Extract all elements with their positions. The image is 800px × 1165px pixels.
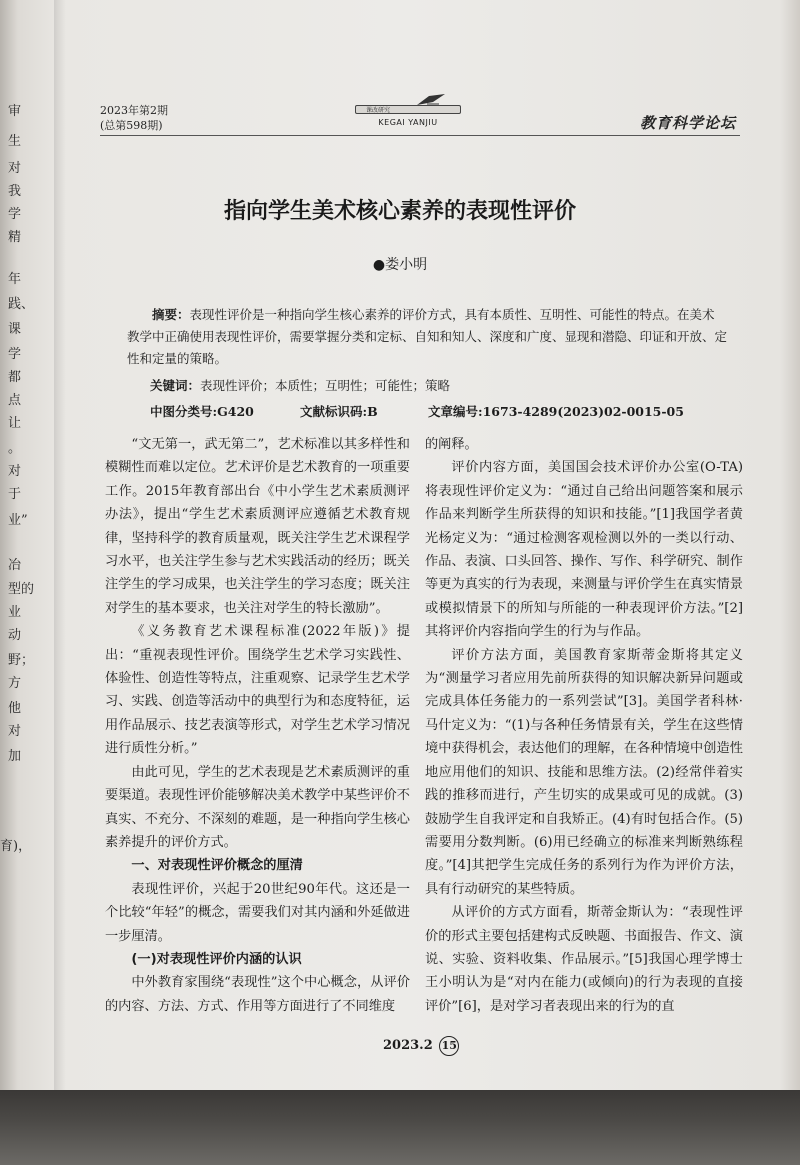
previous-page-fragment: 审	[8, 104, 22, 119]
document-code: 文献标识码:B	[300, 404, 378, 419]
previous-page-fragment: 野；	[8, 653, 35, 668]
page-gutter	[54, 0, 66, 1165]
body-paragraph: 中外教育家围绕“表现性”这个中心概念，从评价的内容、方法、方式、作用等方面进行了不同维度	[105, 975, 410, 1014]
left-column	[105, 433, 410, 1018]
keywords	[150, 376, 450, 394]
scan-shadow	[0, 1090, 800, 1165]
previous-page-fragment: 学	[8, 207, 22, 222]
previous-page-fragment: 加	[8, 749, 22, 764]
previous-page-fragment: 动	[8, 628, 22, 643]
previous-page-fragment: 对	[8, 464, 22, 479]
previous-page-fragment: 生	[8, 134, 22, 149]
previous-page-fragment: 点	[8, 393, 22, 408]
previous-page-fragment: 他	[8, 701, 22, 716]
issue-info	[100, 103, 168, 133]
keywords-label: 关键词：	[150, 378, 201, 393]
body-paragraph: 评价方法方面，美国教育家斯蒂金斯将其定义为“测量学习者应用先前所获得的知识解决新异问题或完成具体任务能力的一系列尝试”[3]。美国学者科林·马什定义为：“(1)与各种任务情景有关，学生在这些情境中获得机会，表达他们的理解，在各种情境中创造性地应用他们的知识、技能和思维方法。(2)经常伴着实践的推移而进行，产生切实的成果或可见的成就。(3)鼓励学生自我评定和自我矫正。(4)有时包括合作。(5)需要用分数判断。(6)用已经确立的标准来判断熟练程度。”[4]其把学生完成任务的系列行为作为评价方法，具有行动研究的某些特质。	[425, 647, 743, 897]
previous-page-fragment: 学	[8, 347, 22, 362]
previous-page-fragment: 业	[8, 605, 22, 620]
abstract-text: 表现性评价是一种指向学生核心素养的评价方式，具有本质性、互明性、可能性的特点。在美术教学中正确使用表现性评价，需要掌握分类和定标、自知和知人、深度和广度、显现和潜隐、印证和开放、定性和定量的策略。	[127, 307, 728, 366]
previous-page-fragment: 冶	[8, 558, 22, 573]
previous-page-fragment: 践、	[8, 297, 35, 312]
previous-page-fragment: 精	[8, 230, 22, 245]
previous-page-fragment: 都	[8, 370, 22, 385]
keywords-text: 表现性评价；本质性；互明性；可能性；策略	[200, 378, 451, 393]
previous-page-fragment: 我	[8, 184, 22, 199]
issue-line: 2023年第2期	[100, 104, 168, 117]
previous-page-fragment: 育)，	[0, 839, 32, 854]
page-number: 15	[439, 1036, 459, 1056]
body-paragraph: “文无第一，武无第二”，艺术标准以其多样性和模糊性而难以定位。艺术评价是艺术教育的一项重要工作。2015年教育部出台《中小学生艺术素质测评办法》，提出“学生艺术素质测评应遵循艺术教育规律，坚持科学的教育质量观，既关注学生艺术课程学习水平，也关注学生参与艺术实践活动的经历；既关注学生的学习成果，也关注学生的学习态度；既关注对学生的基本要求，也关注对学生的特长激励”。	[105, 437, 410, 616]
previous-page-fragment: 课	[8, 322, 22, 337]
body-paragraph: 的阐释。	[425, 437, 478, 452]
author: ●娄小明	[372, 257, 428, 273]
issue-total-line: (总第598期)	[100, 119, 163, 132]
previous-page-fragment: 于	[8, 487, 22, 502]
journal-logo	[355, 94, 461, 128]
issue-date: 2023.2	[383, 1038, 433, 1053]
section-heading: 一、对表现性评价概念的厘清	[131, 858, 303, 874]
body-paragraph: 从评价的方式方面看，斯蒂金斯认为：“表现性评价的形式主要包括建构式反映题、书面报告、作文、演说、实验、资料收集、作品展示。”[5]我国心理学博士王小明认为是“对内在能力(或倾向)的行为表现的直接评价”[6]，是对学习者表现出来的行为的直	[425, 905, 743, 1014]
previous-page-fragment: 对	[8, 724, 22, 739]
previous-page-fragment: 。	[8, 441, 22, 456]
previous-page-fragment: 方	[8, 676, 22, 691]
previous-page-fragment: 型的	[8, 582, 35, 597]
page-footer	[383, 1036, 459, 1056]
previous-page-edge	[0, 0, 50, 860]
logo-caption: KEGAI YANJIU	[378, 118, 438, 127]
previous-page-fragment: 年	[8, 272, 22, 287]
column-name: 教育科学论坛	[640, 114, 737, 132]
abstract-label: 摘要：	[152, 307, 190, 322]
article-number: 文章编号:1673-4289(2023)02-0015-05	[428, 404, 684, 419]
abstract	[127, 304, 727, 370]
body-paragraph: 评价内容方面，美国国会技术评价办公室(O-TA)将表现性评价定义为：“通过自己给出问题答案和展示作品来判断学生所获得的知识和技能。”[1]我国学者黄光杨定义为：“通过检测客观检测以外的一类以行动、作品、表演、口头回答、操作、写作、科学研究、制作等更为真实的行为表现，来测量与评价学生在真实情景或模拟情景下的所知与所能的一种表现评价方法。”[2]其将评价内容指向学生的行为与作品。	[425, 460, 743, 640]
logo-band: 课改研究	[355, 105, 461, 114]
body-paragraph: 表现性评价，兴起于20世纪90年代。这还是一个比较“年轻”的概念，需要我们对其内涵和外延做进一步厘清。	[105, 881, 410, 944]
clc-number: 中图分类号:G420	[150, 404, 254, 419]
previous-page-fragment: 业”	[8, 513, 28, 528]
section-heading: (一)对表现性评价内涵的认识	[131, 951, 302, 967]
article-title: 指向学生美术核心素养的表现性评价	[223, 199, 576, 224]
body-paragraph: 《义务教育艺术课程标准(2022年版)》提出：“重视表现性评价。围绕学生艺术学习实践性、体验性、创造性等特点，注重观察、记录学生艺术学习、实践、创造等活动中的典型行为和态度特征，运用作品展示、技艺表演等形式，对学生艺术学习情况进行质性分析。”	[105, 624, 410, 757]
right-column	[425, 433, 743, 1018]
previous-page-fragment: 让	[8, 416, 22, 431]
body-paragraph: 由此可见，学生的艺术表现是艺术素质测评的重要渠道。表现性评价能够解决美术教学中某些评价不真实、不充分、不深刻的难题，是一种指向学生核心素养提升的评价方式。	[105, 764, 410, 850]
previous-page-fragment: 对	[8, 161, 22, 176]
header-rule	[100, 135, 740, 136]
